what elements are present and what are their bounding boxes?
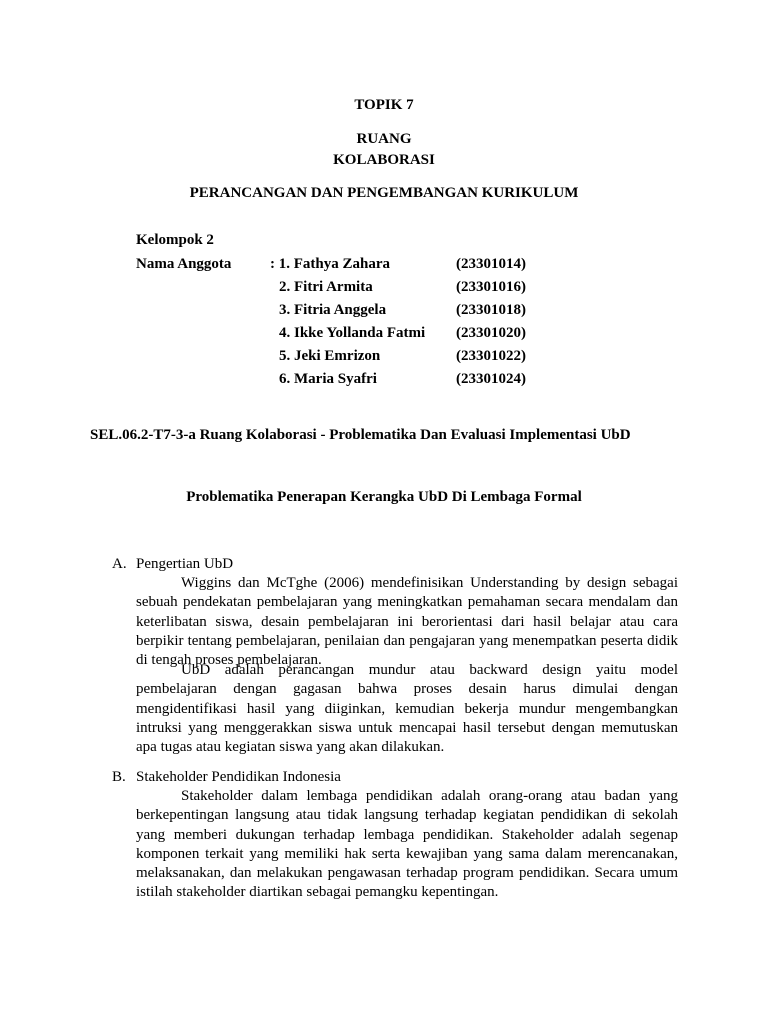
paragraph-line: istilah stakeholder diartikan sebagai pemangku kepentingan. bbox=[136, 884, 499, 901]
paragraph-line: UbD adalah perancangan mundur atau backward design yaitu model bbox=[181, 662, 678, 678]
room-heading-line1: RUANG bbox=[356, 131, 412, 147]
course-heading: PERANCANGAN DAN PENGEMBANGAN KURIKULUM bbox=[189, 185, 579, 201]
room-heading-line2: KOLABORASI bbox=[333, 152, 435, 168]
section-b-paragraph-1 bbox=[136, 787, 678, 903]
paragraph-line: komponen terkait yang memiliki hak serta kewajiban yang sama dalam merencanakan, bbox=[136, 845, 678, 862]
paragraph-line: apa tugas atau kegiatan siswa yang akan dilakukan. bbox=[136, 739, 445, 756]
section-heading-a bbox=[112, 555, 233, 574]
paragraph-line: berkepentingan langsung atau tidak langsung terhadap kegiatan pendidikan di sekolah bbox=[136, 807, 678, 824]
assignment-title: SEL.06.2-T7-3-a Ruang Kolaborasi - Problematika Dan Evaluasi Implementasi UbD bbox=[90, 427, 631, 443]
section-a-paragraph-1 bbox=[136, 574, 678, 670]
member-name: : 1. Fathya Zahara bbox=[270, 256, 390, 272]
subtitle: Problematika Penerapan Kerangka UbD Di Lembaga Formal bbox=[186, 489, 582, 505]
paragraph-line: pembelajaran dengan gagasan bahwa proses desain harus dimulai dengan bbox=[136, 681, 678, 698]
member-name: 4. Ikke Yollanda Fatmi bbox=[279, 325, 426, 341]
paragraph-line: Wiggins dan McTghe (2006) mendefinisikan Understanding by design sebagai bbox=[181, 575, 678, 591]
section-letter: B. bbox=[112, 769, 126, 785]
member-nim: (23301014) bbox=[456, 256, 526, 272]
section-title: Stakeholder Pendidikan Indonesia bbox=[136, 769, 341, 785]
member-nim: (23301022) bbox=[456, 348, 526, 364]
paragraph-line: Stakeholder dalam lembaga pendidikan adalah orang-orang atau badan yang bbox=[181, 788, 678, 804]
section-heading-b bbox=[112, 768, 341, 787]
member-nim: (23301016) bbox=[456, 279, 526, 295]
section-title: Pengertian UbD bbox=[136, 556, 234, 572]
paragraph-line: sebuah pendekatan pembelajaran yang meningkatkan pemahaman secara mendalam dan bbox=[136, 594, 678, 611]
paragraph-line: mengidentifikasi hasil yang diiginkan, kemudian bekerja mundur mengembangkan bbox=[136, 700, 678, 717]
paragraph-line: melaksanakan, dan melakukan pengawasan terhadap program pendidikan. Secara umum bbox=[136, 865, 678, 882]
section-a-paragraph-2 bbox=[136, 661, 678, 757]
member-name: 2. Fitri Armita bbox=[279, 279, 373, 295]
section-letter: A. bbox=[112, 556, 127, 572]
paragraph-line: intruksi yang menggerakkan siswa untuk mencapai hasil tersebut dengan memutuskan bbox=[136, 719, 678, 736]
members-label: Nama Anggota bbox=[136, 256, 232, 272]
group-label: Kelompok 2 bbox=[136, 232, 214, 248]
topic-heading: TOPIK 7 bbox=[354, 97, 414, 113]
paragraph-line: yang memberi dukungan terhadap lembaga pendidikan. Stakeholder adalah segenap bbox=[136, 826, 678, 843]
member-name: 3. Fitria Anggela bbox=[279, 302, 387, 318]
member-nim: (23301024) bbox=[456, 371, 526, 387]
paragraph-line: di tengah proses pembelajaran. bbox=[136, 652, 322, 669]
member-name: 6. Maria Syafri bbox=[279, 371, 377, 387]
member-nim: (23301020) bbox=[456, 325, 526, 341]
paragraph-line: berpikir tentang pembelajaran, penilaian dan pengajaran yang menempatkan peserta didik bbox=[136, 632, 678, 649]
member-name: 5. Jeki Emrizon bbox=[279, 348, 381, 364]
paragraph-line: keterlibatan siswa, desain pembelajaran ini berorientasi dari hasil belajar atau cara bbox=[136, 613, 678, 630]
member-nim: (23301018) bbox=[456, 302, 526, 318]
